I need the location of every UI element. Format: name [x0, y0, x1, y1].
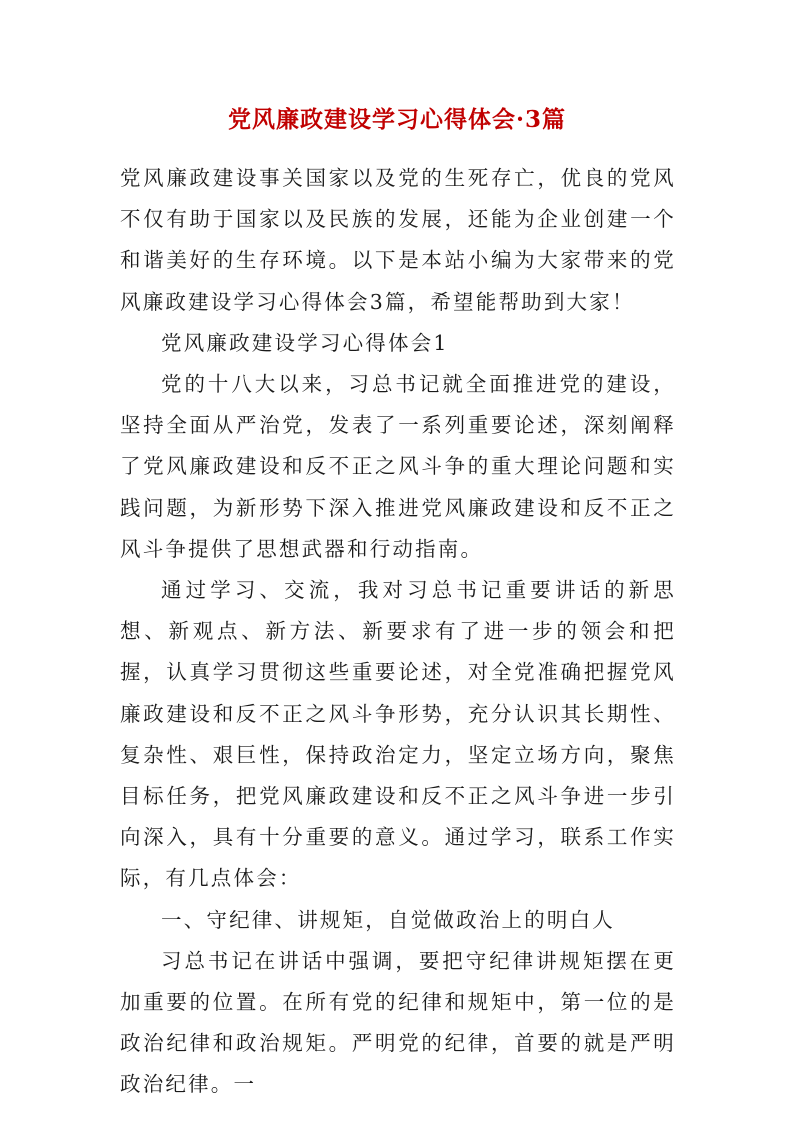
- intro-paragraph: 党风廉政建设事关国家以及党的生死存亡，优良的党风不仅有助于国家以及民族的发展，还能为企业创建一个和谐美好的生存环境。以下是本站小编为大家带来的党风廉政建设学习心得体会3篇，希望能帮助到大家！: [120, 166, 676, 314]
- body-paragraph: 习总书记在讲话中强调，要把守纪律讲规矩摆在更加重要的位置。在所有党的纪律和规矩中，第一位的是政治纪律和政治规矩。严明党的纪律，首要的就是严明政治纪律。一: [120, 948, 676, 1097]
- document-body: [120, 158, 676, 1106]
- body-paragraph: 通过学习、交流，我对习总书记重要讲话的新思想、新观点、新方法、新要求有了进一步的领会和把握，认真学习贯彻这些重要论述，对全党准确把握党风廉政建设和反不正之风斗争形势，充分认识其长期性、复杂性、艰巨性，保持政治定力，坚定立场方向，聚焦目标任务，把党风廉政建设和反不正之风斗争进一步引向深入，具有十分重要的意义。通过学习，联系工作实际，有几点体会：: [120, 578, 676, 891]
- section-heading: 党风廉政建设学习心得体会1: [161, 330, 449, 355]
- document-title: 党风廉政建设学习心得体会·3篇: [227, 106, 566, 133]
- body-paragraph: 党的十八大以来，习总书记就全面推进党的建设，坚持全面从严治党，发表了一系列重要论述，深刻阐释了党风廉政建设和反不正之风斗争的重大理论问题和实践问题，为新形势下深入推进党风廉政建设和反不正之风斗争提供了思想武器和行动指南。: [120, 372, 676, 561]
- subheading: 一、守纪律、讲规矩，自觉做政治上的明白人: [161, 907, 615, 932]
